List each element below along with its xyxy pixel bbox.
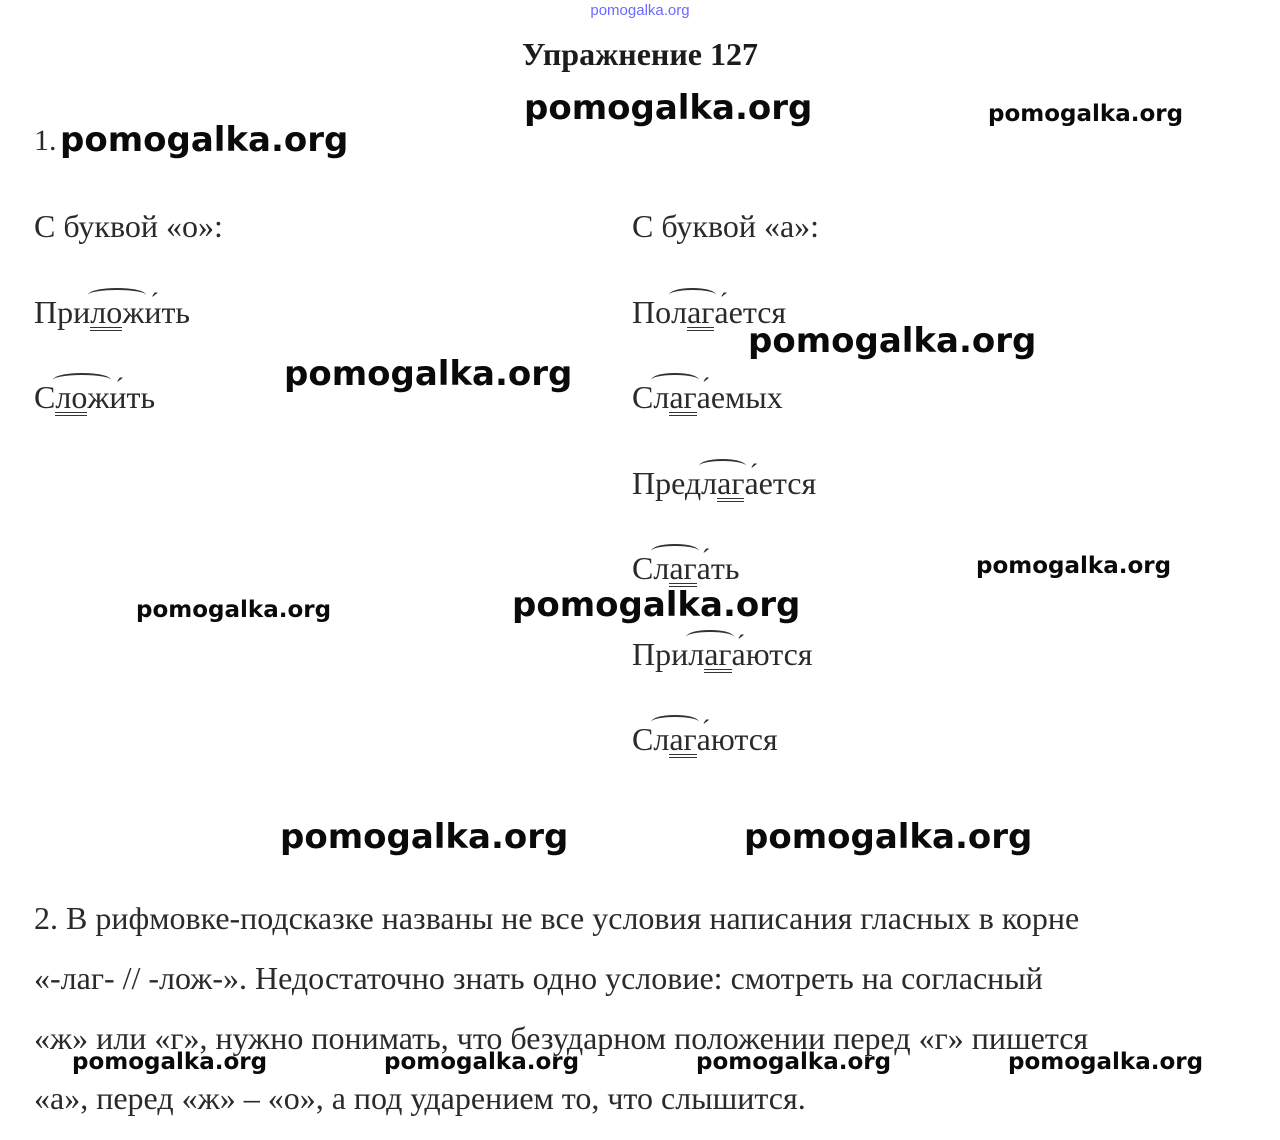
alternating-vowel: аг: [669, 379, 697, 415]
root-arc: [686, 630, 733, 644]
heading-letter-o: С буквой «о»:: [34, 208, 223, 244]
word-prefix: По: [632, 294, 672, 330]
word-root: [688, 638, 731, 673]
root-start: л: [653, 721, 670, 757]
section-marker: 1.: [34, 124, 57, 157]
watermark: pomogalka.org: [72, 1049, 268, 1075]
root-start: л: [701, 465, 718, 501]
paragraph-line: «а», перед «ж» – «о», а под ударением то, что слышится.: [34, 1080, 806, 1116]
stressed-vowel: а ´: [732, 638, 746, 670]
root-arc: [53, 373, 111, 387]
watermark: pomogalka.org: [988, 101, 1184, 127]
word-prefix: С: [632, 721, 654, 757]
word-root: [55, 381, 109, 416]
watermark: pomogalka.org: [136, 597, 332, 623]
alternating-vowel: ло: [90, 294, 123, 330]
root-arc: [651, 373, 698, 387]
watermark: pomogalka.org: [384, 1049, 580, 1075]
stressed-vowel: и ´: [109, 381, 126, 413]
word-prefix: При: [632, 636, 689, 672]
root-arc: [88, 288, 146, 302]
word-prefix: С: [34, 379, 56, 415]
alternating-vowel: аг: [669, 550, 697, 586]
stressed-vowel: а ´: [697, 723, 711, 755]
site-link[interactable]: pomogalka.org: [590, 2, 690, 19]
word-a-5: [632, 638, 813, 673]
word-root: [653, 723, 696, 758]
word-root: [671, 296, 714, 331]
watermark: pomogalka.org: [748, 321, 1037, 361]
word-ending: ется: [758, 465, 817, 501]
stressed-vowel: а ´: [744, 467, 758, 499]
word-ending: ть: [126, 379, 156, 415]
root-start: л: [653, 379, 670, 415]
root-arc: [651, 544, 698, 558]
word-o-1: [34, 296, 190, 331]
alternating-vowel: аг: [669, 721, 697, 757]
watermark: pomogalka.org: [524, 88, 813, 128]
alternating-vowel: аг: [687, 294, 715, 330]
word-ending: ются: [745, 636, 813, 672]
root-start: л: [688, 636, 705, 672]
word-root: [701, 467, 744, 502]
paragraph-line: «ж» или «г», нужно понимать, что безударном положении перед «г» пишется: [34, 1020, 1089, 1056]
watermark: pomogalka.org: [1008, 1049, 1204, 1075]
word-prefix: С: [632, 379, 654, 415]
word-prefix: Пред: [632, 465, 702, 501]
word-root: [90, 296, 144, 331]
watermark: pomogalka.org: [280, 817, 569, 857]
exercise-title: Упражнение 127: [521, 36, 758, 72]
word-root: [653, 381, 696, 416]
watermark: pomogalka.org: [976, 553, 1172, 579]
stressed-vowel: а ´: [714, 296, 728, 328]
word-ending: ются: [710, 721, 778, 757]
word-prefix: При: [34, 294, 91, 330]
alternating-vowel: ло: [55, 379, 88, 415]
root-end: ж: [87, 379, 110, 415]
paragraph-line: «-лаг- // -лож-». Недостаточно знать одно условие: смотреть на согласный: [34, 960, 1043, 996]
word-a-2: [632, 381, 783, 416]
word-prefix: С: [632, 550, 654, 586]
word-root: [653, 552, 696, 587]
word-a-4: [632, 552, 739, 587]
word-ending: ется: [728, 294, 787, 330]
word-ending: ть: [710, 550, 740, 586]
watermark: pomogalka.org: [696, 1049, 892, 1075]
paragraph-line: 2. В рифмовке-подсказке названы не все условия написания гласных в корне: [34, 900, 1080, 936]
stressed-vowel: и ´: [144, 296, 161, 328]
root-arc: [699, 459, 746, 473]
watermark: pomogalka.org: [512, 585, 801, 625]
alternating-vowel: аг: [717, 465, 745, 501]
root-end: ж: [122, 294, 145, 330]
explanation-paragraph: [34, 888, 1254, 1128]
word-ending: емых: [710, 379, 783, 415]
stressed-vowel: а ´: [697, 552, 711, 584]
root-start: л: [671, 294, 688, 330]
watermark: pomogalka.org: [284, 354, 573, 394]
watermark: pomogalka.org: [744, 817, 1033, 857]
stressed-vowel: а ´: [697, 381, 711, 413]
word-o-2: [34, 381, 155, 416]
root-arc: [651, 715, 698, 729]
root-start: л: [653, 550, 670, 586]
word-a-3: [632, 467, 816, 502]
alternating-vowel: аг: [704, 636, 732, 672]
word-a-6: [632, 723, 778, 758]
root-arc: [669, 288, 716, 302]
heading-letter-a: С буквой «а»:: [632, 208, 820, 244]
watermark: pomogalka.org: [60, 120, 349, 160]
word-ending: ть: [161, 294, 191, 330]
